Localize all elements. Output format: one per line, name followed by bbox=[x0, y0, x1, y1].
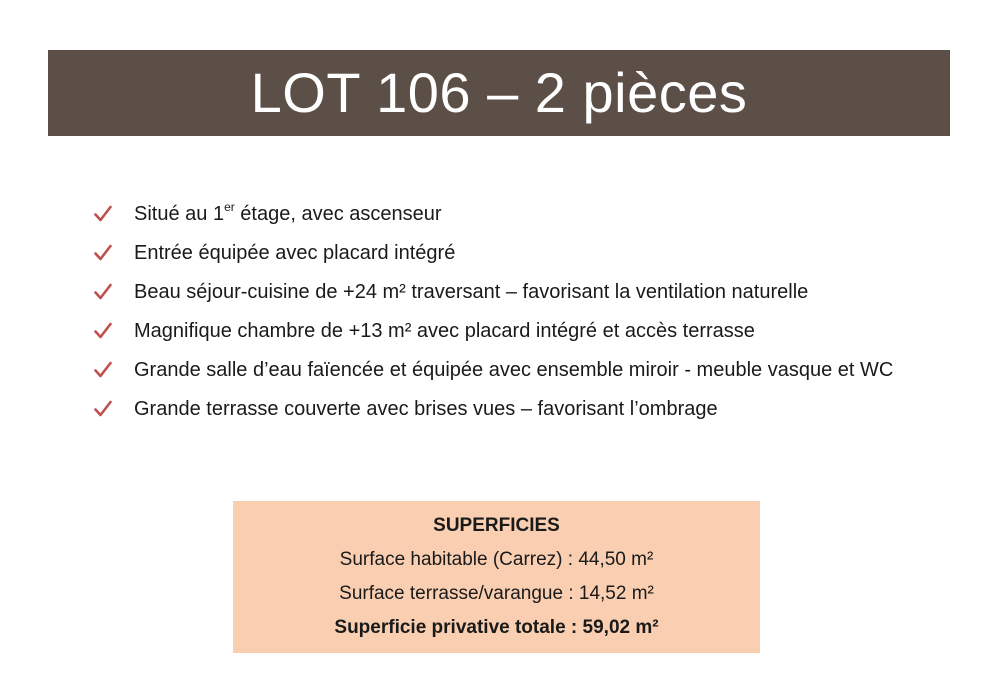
surface-terrace: Surface terrasse/varangue : 14,52 m² bbox=[339, 583, 654, 604]
surface-total: Superficie privative totale : 59,02 m² bbox=[334, 617, 659, 638]
surface-heading: SUPERFICIES bbox=[433, 515, 560, 536]
surface-summary-box bbox=[233, 501, 760, 653]
feature-item-entrance bbox=[94, 239, 954, 267]
feature-text: Beau séjour-cuisine de +24 m² traversant – favorisant la ventilation naturelle bbox=[134, 281, 809, 303]
feature-text: Grande terrasse couverte avec brises vues – favorisant l’ombrage bbox=[134, 398, 718, 420]
title-banner bbox=[48, 50, 950, 136]
feature-text: Grande salle d’eau faïencée et équipée avec ensemble miroir - meuble vasque et WC bbox=[134, 359, 894, 381]
check-mark-icon bbox=[94, 356, 114, 384]
feature-item-terrace bbox=[94, 395, 954, 423]
page-title: LOT 106 – 2 pièces bbox=[250, 61, 748, 124]
feature-text-after: étage, avec ascenseur bbox=[234, 203, 442, 225]
feature-text-before: Situé au 1 bbox=[134, 203, 225, 225]
feature-item-floor bbox=[94, 200, 954, 228]
feature-item-bathroom bbox=[94, 356, 954, 384]
feature-text: Magnifique chambre de +13 m² avec placard intégré et accès terrasse bbox=[134, 320, 755, 342]
feature-text bbox=[134, 200, 954, 228]
check-mark-icon bbox=[94, 278, 114, 306]
check-mark-icon bbox=[94, 200, 114, 228]
check-mark-icon bbox=[94, 317, 114, 345]
surface-habitable: Surface habitable (Carrez) : 44,50 m² bbox=[339, 549, 654, 570]
feature-item-bedroom bbox=[94, 317, 954, 345]
feature-text-superscript: er bbox=[224, 200, 235, 214]
check-mark-icon bbox=[94, 395, 114, 423]
feature-text: Entrée équipée avec placard intégré bbox=[134, 242, 456, 264]
feature-item-living-room bbox=[94, 278, 954, 306]
check-mark-icon bbox=[94, 239, 114, 267]
features-list bbox=[94, 200, 954, 434]
